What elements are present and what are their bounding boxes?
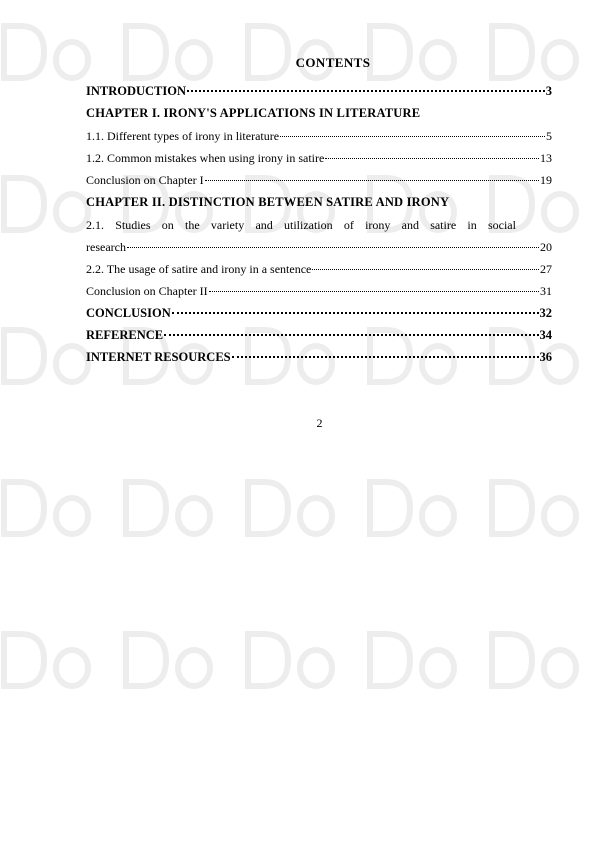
chapter-2-heading[interactable]: CHAPTER II. DISTINCTION BETWEEN SATIRE AND IRONY (86, 195, 450, 209)
watermark-letter-d (492, 482, 532, 534)
watermark-letter-o (56, 498, 88, 534)
watermark-letter-o (544, 650, 576, 686)
word: irony (365, 218, 391, 232)
toc-entry-conclusion-chapter-1[interactable] (86, 169, 552, 191)
toc-entry-label: CONCLUSION (86, 306, 171, 320)
toc-entry-2-1-title[interactable] (86, 214, 516, 236)
word: of (343, 218, 354, 232)
watermark-letter-o (56, 650, 88, 686)
toc-title: CONTENTS (295, 55, 371, 70)
word: and (401, 218, 419, 232)
watermark-glyph (370, 634, 454, 686)
toc-entry-label: INTRODUCTION (86, 84, 187, 98)
word: the (185, 218, 200, 232)
word: social (487, 218, 516, 232)
toc-entry-internet-resources[interactable] (86, 346, 552, 368)
watermark-letter-o (178, 498, 210, 534)
watermark-letter-d (4, 330, 44, 382)
toc-entry-page: 5 (546, 129, 552, 143)
dot-leader (127, 246, 539, 248)
watermark-letter-o (422, 498, 454, 534)
dot-leader (209, 290, 539, 292)
watermark-letter-o (422, 650, 454, 686)
watermark-letter-d (126, 634, 166, 686)
dot-leader (312, 268, 539, 270)
toc-entry-label: 1.1. Different types of irony in literature (86, 129, 280, 143)
watermark-glyph (248, 482, 332, 534)
dot-leader (232, 355, 539, 358)
toc-entry-label: Conclusion on Chapter II (86, 284, 208, 298)
toc-entry-page: 32 (539, 306, 552, 320)
word: 2.1. (86, 218, 104, 232)
watermark-letter-o (56, 194, 88, 230)
word: variety (210, 218, 245, 232)
toc-entry-label: INTERNET RESOURCES (86, 350, 231, 364)
toc-entry-1-2[interactable] (86, 147, 552, 169)
watermark-letter-o (300, 498, 332, 534)
watermark-glyph (492, 482, 576, 534)
dot-leader (172, 311, 539, 314)
page-number: 2 (316, 416, 323, 430)
watermark-letter-o (178, 650, 210, 686)
chapter-1-heading[interactable]: CHAPTER I. IRONY'S APPLICATIONS IN LITERATURE (86, 106, 421, 120)
watermark-glyph (4, 178, 88, 230)
watermark-glyph (126, 482, 210, 534)
toc-entry-page: 20 (540, 240, 552, 254)
toc-entry-1-1[interactable] (86, 125, 552, 147)
toc-entry-introduction[interactable] (86, 80, 552, 102)
toc-entry-page: 3 (545, 84, 552, 98)
watermark-letter-d (4, 178, 44, 230)
watermark-glyph (4, 330, 88, 382)
toc-entry-reference[interactable] (86, 324, 552, 346)
watermark-glyph (370, 482, 454, 534)
toc-entry-label: 2.2. The usage of satire and irony in a sentence (86, 262, 312, 276)
watermark-letter-o (56, 42, 88, 78)
watermark-glyph (4, 482, 88, 534)
toc-entry-label: research (86, 240, 126, 254)
dot-leader (205, 179, 539, 181)
toc-entry-page: 34 (539, 328, 552, 342)
toc-entry-label: Conclusion on Chapter I (86, 173, 204, 187)
watermark-glyph (492, 634, 576, 686)
watermark-letter-d (370, 634, 410, 686)
watermark-glyph (126, 634, 210, 686)
word: Studies (115, 218, 151, 232)
watermark-letter-d (4, 26, 44, 78)
word: on (161, 218, 174, 232)
word: in (467, 218, 477, 232)
watermark-letter-d (370, 482, 410, 534)
toc-entry-2-1-continuation[interactable] (86, 236, 552, 258)
watermark-letter-d (126, 482, 166, 534)
watermark-letter-o (56, 346, 88, 382)
word: and (255, 218, 273, 232)
toc-entry-conclusion-chapter-2[interactable] (86, 280, 552, 302)
toc-entry-conclusion[interactable] (86, 302, 552, 324)
watermark-letter-d (4, 482, 44, 534)
watermark-glyph (4, 26, 88, 78)
watermark-letter-o (300, 650, 332, 686)
dot-leader (280, 135, 545, 137)
word: satire (430, 218, 457, 232)
toc-entry-label: REFERENCE (86, 328, 164, 342)
toc-entry-2-2[interactable] (86, 258, 552, 280)
watermark-letter-d (248, 634, 288, 686)
watermark-letter-o (544, 498, 576, 534)
word: utilization (283, 218, 333, 232)
watermark-letter-d (492, 634, 532, 686)
toc-entry-page: 13 (540, 151, 552, 165)
watermark-glyph (4, 634, 88, 686)
toc-entry-page: 19 (540, 173, 552, 187)
watermark-glyph (248, 634, 332, 686)
dot-leader (187, 89, 545, 92)
toc-entry-page: 27 (540, 262, 552, 276)
dot-leader (325, 157, 539, 159)
toc-entry-page: 36 (539, 350, 552, 364)
toc-entry-label: 1.2. Common mistakes when using irony in satire (86, 151, 325, 165)
dot-leader (164, 333, 538, 336)
toc-entry-page: 31 (540, 284, 552, 298)
table-of-contents (86, 55, 552, 368)
watermark-letter-d (4, 634, 44, 686)
watermark-letter-d (248, 482, 288, 534)
